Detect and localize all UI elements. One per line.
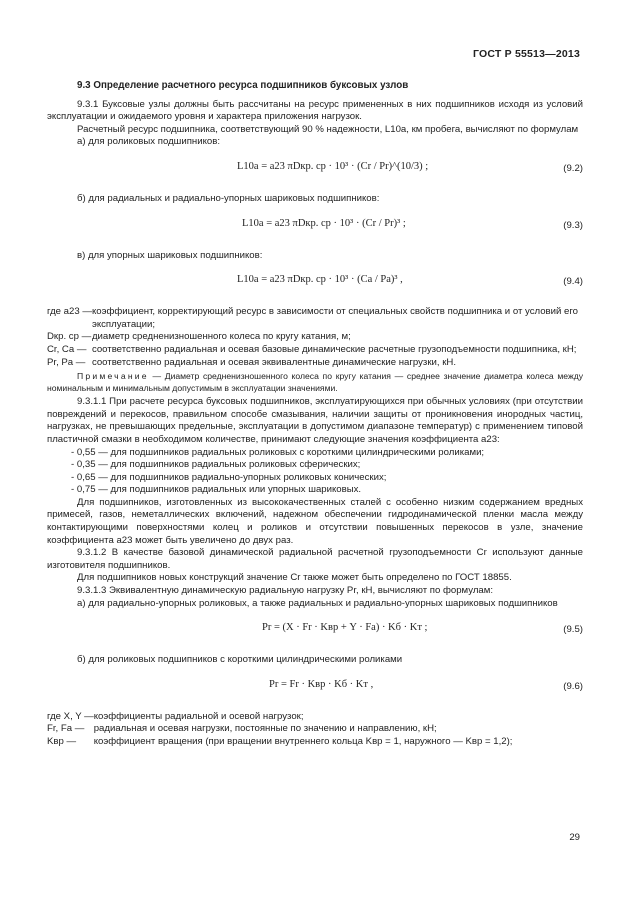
note-label: Примечание	[77, 371, 149, 382]
case-a2-label: а) для радиально-упорных роликовых, а также радиальных и радиально-упорных шариковых подшипников	[77, 597, 558, 609]
formula-9-3	[47, 210, 583, 244]
note-text: — Диаметр средненизношенного колеса по кругу катания — среднее значение диаметра колеса между номинальным и минимальным допустимым в эксплуатации значениями.	[47, 371, 584, 393]
definition-symbol: где X, Y —	[47, 710, 94, 722]
definition-symbol: Cr, Ca —	[47, 343, 87, 355]
paragraph-calc: Расчетный ресурс подшипника, соответствующий 90 % надежности, L10a, км пробега, вычисляют по формулам	[77, 123, 579, 135]
definition-row	[47, 736, 512, 749]
formula-9-2-number: (9.2)	[563, 162, 583, 174]
definition-symbol: Fr, Fa —	[47, 723, 85, 735]
formula-9-6	[47, 671, 583, 705]
definition-symbol: Pr, Pa —	[47, 356, 86, 368]
section-title: 9.3 Определение расчетного ресурса подшипников буксовых узлов	[77, 80, 409, 91]
list-item: - 0,75 — для подшипников радиальных или упорных шариковых.	[71, 484, 362, 496]
definition-text: соответственно радиальная и осевая базовые динамические расчетные грузоподъемности подшипника, кН;	[91, 343, 577, 355]
definition-symbol: Dкр. ср —	[47, 331, 92, 343]
page-content	[47, 80, 583, 749]
definition-text: соответственно радиальная и осевая эквивалентные динамические нагрузки, кН.	[91, 356, 456, 368]
paragraph-9-3-1-3: 9.3.1.3 Эквивалентную динамическую радиальную нагрузку Pr, кН, вычисляют по формулам:	[77, 585, 494, 597]
definition-row	[47, 344, 583, 357]
definition-text: коэффициент, корректирующий ресурс в зависимости от специальных свойств подшипника и от условий его эксплуатации;	[91, 306, 578, 330]
list-item: - 0,55 — для подшипников радиальных роликовых с короткими цилиндрическими роликами;	[71, 446, 485, 458]
paragraph-new-designs: Для подшипников новых конструкций значение Cr также может быть определено по ГОСТ 18855.	[77, 572, 512, 584]
definition-row	[47, 357, 583, 370]
a23-values-list	[71, 447, 583, 497]
standard-header: ГОСТ Р 55513—2013	[472, 48, 580, 60]
definitions-list-1	[47, 306, 583, 369]
formula-9-4-expr: L10a = a23 πDкр. ср · 10³ · (Ca / Pa)³ ,	[237, 274, 403, 286]
formula-9-5-expr: Pr = (X · Fr · Kвр + Y · Fa) · Kб · Kт ;	[262, 622, 428, 634]
definition-symbol: Kвр —	[47, 736, 77, 747]
case-c-label: в) для упорных шариковых подшипников:	[77, 249, 263, 261]
formula-9-3-number: (9.3)	[563, 219, 583, 231]
paragraph-9-3-1-1: 9.3.1.1 При расчете ресурса буксовых подшипников, эксплуатирующихся при обычных условиях (при отсутствии повреждений и перекосов, правильном способе смазывания, наличии защиты от проникновения инородных частиц, нагрузках, не превышающих предельные, эксплуатации в допустимом диапазоне температур) с применением типовой пластичной смазки в необходимом количестве, принимают следующие значения коэффициента a23:	[47, 396, 583, 445]
note	[47, 371, 583, 394]
definition-row	[47, 723, 512, 736]
formula-9-2	[47, 153, 583, 187]
definition-text: диаметр средненизношенного колеса по кругу катания, м;	[91, 331, 351, 343]
definition-text: радиальная и осевая нагрузки, постоянные по значению и направлению, кН;	[93, 723, 437, 735]
definition-row	[47, 711, 512, 724]
paragraph-steel: Для подшипников, изготовленных из высококачественных сталей с особенно низким содержанием вредных примесей, газов, неметаллических включений, надежном обеспечении гидродинамической пленки масла между контактирующими поверхностями колец и роликов и отсутствии повышенных перекосов в узле, значение коэффициента a23 может быть увеличено до двух раз.	[47, 496, 583, 546]
formula-9-5	[47, 614, 583, 648]
formula-9-2-expr: L10a = a23 πDкр. ср · 10³ · (Cr / Pr)^(10/3) ;	[237, 160, 429, 172]
paragraph-9-3-1-2: 9.3.1.2 В качестве базовой динамической радиальной расчетной грузоподъемности Cr используют данные изготовителя подшипников.	[47, 547, 583, 571]
formula-9-6-number: (9.6)	[563, 680, 583, 692]
list-item: - 0,35 — для подшипников радиальных роликовых сферических;	[71, 459, 361, 471]
definition-row	[47, 306, 583, 331]
case-b2-label: б) для роликовых подшипников с короткими цилиндрическими роликами	[77, 654, 403, 666]
definitions-list-2	[47, 711, 512, 749]
formula-9-3-expr: L10a = a23 πDкр. ср · 10³ · (Cr / Pr)³ ;	[242, 217, 406, 229]
definition-row	[47, 331, 583, 344]
definition-text: коэффициент вращения (при вращении внутреннего кольца Kвр = 1, наружного — Kвр = 1,2);	[93, 736, 513, 747]
case-a-label: а) для роликовых подшипников:	[77, 136, 220, 148]
formula-9-4-number: (9.4)	[563, 276, 583, 288]
formula-9-5-number: (9.5)	[563, 624, 583, 636]
definition-symbol: где a23 —	[47, 306, 92, 318]
list-item: - 0,65 — для подшипников радиально-упорных роликовых конических;	[71, 471, 387, 483]
paragraph-9-3-1: 9.3.1 Буксовые узлы должны быть рассчитаны на ресурс примененных в них подшипников исходя из условий эксплуатации и ожидаемого уровня и характера приложения нагрузок.	[47, 98, 583, 123]
case-b-label: б) для радиальных и радиально-упорных шариковых подшипников:	[77, 192, 380, 204]
formula-9-6-expr: Pr = Fr · Kвр · Kб · Kт ,	[269, 678, 374, 690]
formula-9-4	[47, 266, 583, 300]
definition-text: коэффициенты радиальной и осевой нагрузок;	[93, 710, 304, 722]
page-number: 29	[569, 832, 580, 843]
